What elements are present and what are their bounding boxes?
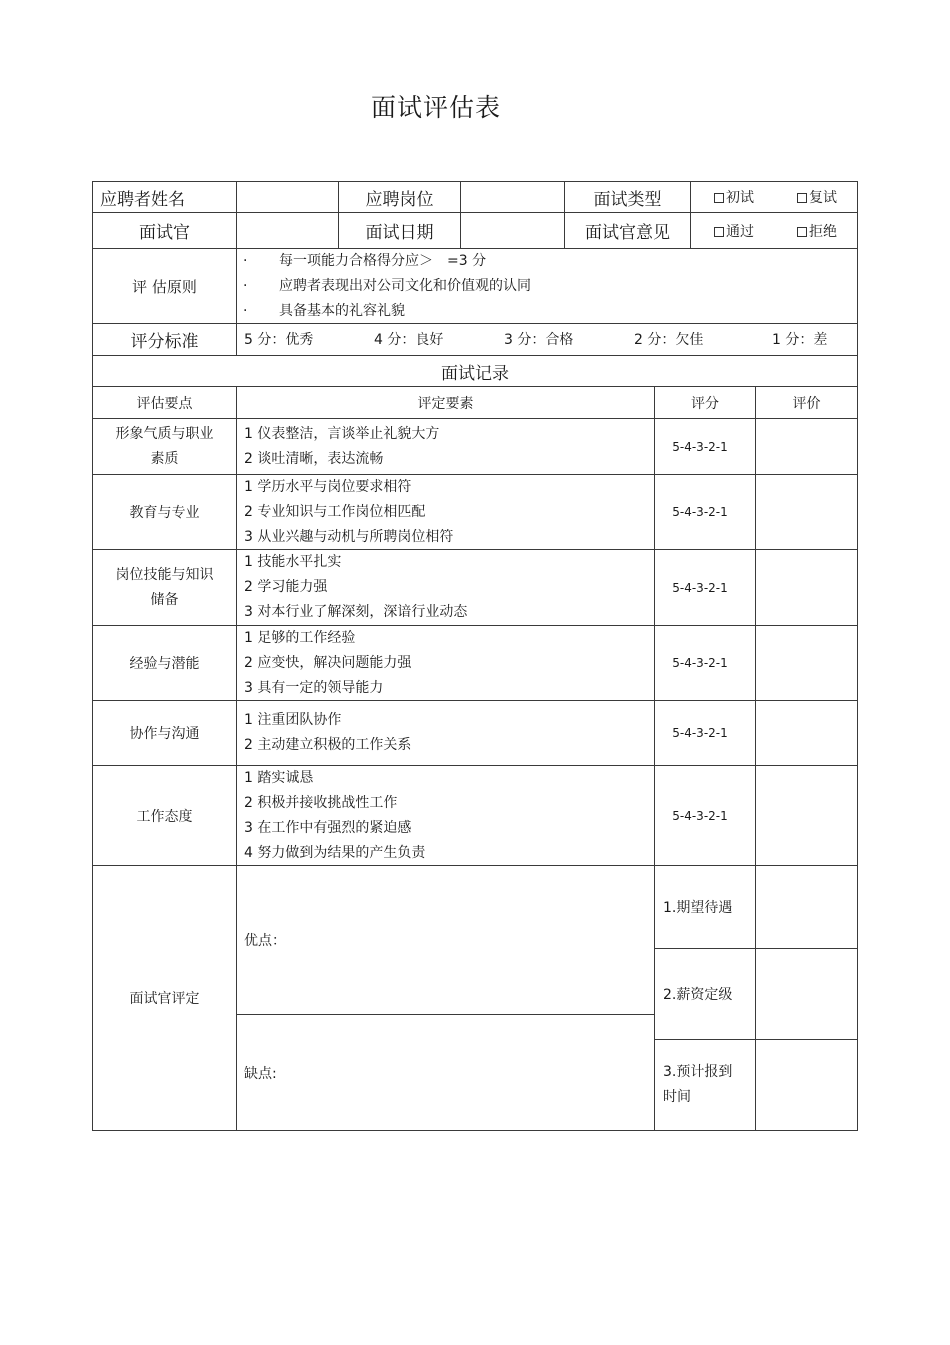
point-text: 工作态度 <box>136 808 193 825</box>
point-text: 协作与沟通 <box>129 726 200 742</box>
date-field[interactable] <box>461 213 564 248</box>
point-text: 教育与专业 <box>129 505 200 521</box>
element-text: 1 注重团队协作 <box>244 712 342 728</box>
element-text: 4 努力做到为结果的产生负责 <box>244 844 426 861</box>
element-text: 2 主动建立积极的工作关系 <box>244 737 412 753</box>
expected-salary-field[interactable] <box>756 866 857 948</box>
reject-option[interactable]: 拒绝 <box>797 221 837 241</box>
column-header-point: 评估要点 <box>136 395 193 412</box>
table-row-elements <box>244 419 654 474</box>
expected-salary-label: 1.期望待遇 <box>663 900 733 916</box>
table-row-elements <box>244 701 654 765</box>
strengths-label: 优点： <box>244 933 286 949</box>
checkbox-icon[interactable] <box>714 227 724 237</box>
table-row-elements <box>244 626 654 700</box>
point-text: 储备 <box>150 591 179 608</box>
page-title: 面试评估表 <box>370 93 501 122</box>
element-text: 1 仪表整洁，言谈举止礼貌大方 <box>244 425 440 442</box>
comment-field[interactable] <box>756 766 857 865</box>
element-text: 1 足够的工作经验 <box>244 629 356 646</box>
score-scale[interactable]: 5-4-3-2-1 <box>672 726 728 740</box>
element-text: 2 专业知识与工作岗位相匹配 <box>244 503 426 520</box>
score-scale[interactable]: 5-4-3-2-1 <box>672 439 728 454</box>
column-header-elements: 评定要素 <box>417 395 474 412</box>
interview-type-label: 面试类型 <box>593 189 662 210</box>
element-text: 3 从业兴趣与动机与所聘岗位相符 <box>244 528 454 545</box>
table-row-elements <box>244 550 654 625</box>
element-text: 2 谈吐清晰，表达流畅 <box>244 450 384 467</box>
candidate-name-field[interactable] <box>237 182 338 212</box>
principles-list <box>243 249 855 323</box>
comment-field[interactable] <box>756 419 857 474</box>
second-interview-option[interactable]: 复试 <box>797 187 837 207</box>
element-text: 2 学习能力强 <box>244 579 328 595</box>
report-time-field[interactable] <box>756 1040 857 1130</box>
position-label: 应聘岗位 <box>365 189 434 210</box>
score-level: 5 分：优秀 <box>244 332 314 348</box>
table-row-point <box>93 550 236 625</box>
checkbox-icon[interactable] <box>797 227 807 237</box>
principle-item: · 具备基本的礼容礼貌 <box>243 302 405 319</box>
score-scale[interactable]: 5-4-3-2-1 <box>672 505 728 519</box>
point-text: 岗位技能与知识 <box>115 566 214 583</box>
record-title: 面试记录 <box>441 363 509 384</box>
interview-type-options <box>691 182 857 212</box>
element-text: 2 积极并接收挑战性工作 <box>244 794 398 811</box>
report-time-text: 3.预计报到 <box>663 1064 733 1080</box>
comment-field[interactable] <box>756 626 857 700</box>
element-text: 1 踏实诚恳 <box>244 769 314 786</box>
interviewer-field[interactable] <box>237 213 338 248</box>
principle-item: · 每一项能力合格得分应＞ =3 分 <box>243 252 487 269</box>
point-text: 素质 <box>150 450 179 467</box>
score-level: 3 分：合格 <box>504 332 574 348</box>
score-level: 2 分：欠佳 <box>634 332 704 348</box>
weaknesses-label: 缺点: <box>244 1065 277 1082</box>
element-text: 1 技能水平扎实 <box>244 554 342 570</box>
table-row-point <box>93 419 236 474</box>
salary-grade-label: 2.薪资定级 <box>663 987 733 1003</box>
checkbox-icon[interactable] <box>797 193 807 203</box>
score-level: 1 分：差 <box>772 332 828 348</box>
score-scale[interactable]: 5-4-3-2-1 <box>672 656 728 670</box>
report-time-label <box>663 1040 755 1130</box>
element-text: 2 应变快，解决问题能力强 <box>244 654 412 671</box>
element-text: 3 具有一定的领导能力 <box>244 679 384 696</box>
scoring-label: 评分标准 <box>130 332 199 352</box>
checkbox-icon[interactable] <box>714 193 724 203</box>
interviewer-label: 面试官 <box>139 223 190 243</box>
table-row-elements <box>244 475 654 549</box>
candidate-name-label: 应聘者姓名 <box>100 189 185 210</box>
table-row-elements <box>244 766 654 865</box>
evaluation-label: 面试官评定 <box>129 991 200 1007</box>
element-text: 3 对本行业了解深刻，深谙行业动态 <box>244 604 468 620</box>
position-field[interactable] <box>461 182 564 212</box>
score-scale[interactable]: 5-4-3-2-1 <box>672 808 728 823</box>
point-text: 形象气质与职业 <box>115 425 214 442</box>
principles-label: 评 估原则 <box>132 277 197 296</box>
weaknesses-field[interactable] <box>237 1015 654 1130</box>
score-level: 4 分：良好 <box>374 332 444 348</box>
salary-grade-field[interactable] <box>756 949 857 1039</box>
element-text: 1 学历水平与岗位要求相符 <box>244 478 412 495</box>
comment-field[interactable] <box>756 701 857 765</box>
report-time-text: 时间 <box>663 1089 691 1105</box>
point-text: 经验与潜能 <box>129 656 200 672</box>
principle-item: · 应聘者表现出对公司文化和价值观的认同 <box>243 277 531 294</box>
column-header-comment: 评价 <box>792 395 821 412</box>
date-label: 面试日期 <box>365 223 434 243</box>
opinion-label: 面试官意见 <box>585 223 670 243</box>
element-text: 3 在工作中有强烈的紧迫感 <box>244 819 412 836</box>
strengths-field[interactable] <box>237 866 654 1014</box>
comment-field[interactable] <box>756 550 857 625</box>
first-interview-option[interactable]: 初试 <box>714 187 754 207</box>
pass-option[interactable]: 通过 <box>714 221 754 241</box>
column-header-score: 评分 <box>691 395 719 412</box>
comment-field[interactable] <box>756 475 857 549</box>
score-scale[interactable]: 5-4-3-2-1 <box>672 580 728 595</box>
opinion-options <box>691 213 857 248</box>
